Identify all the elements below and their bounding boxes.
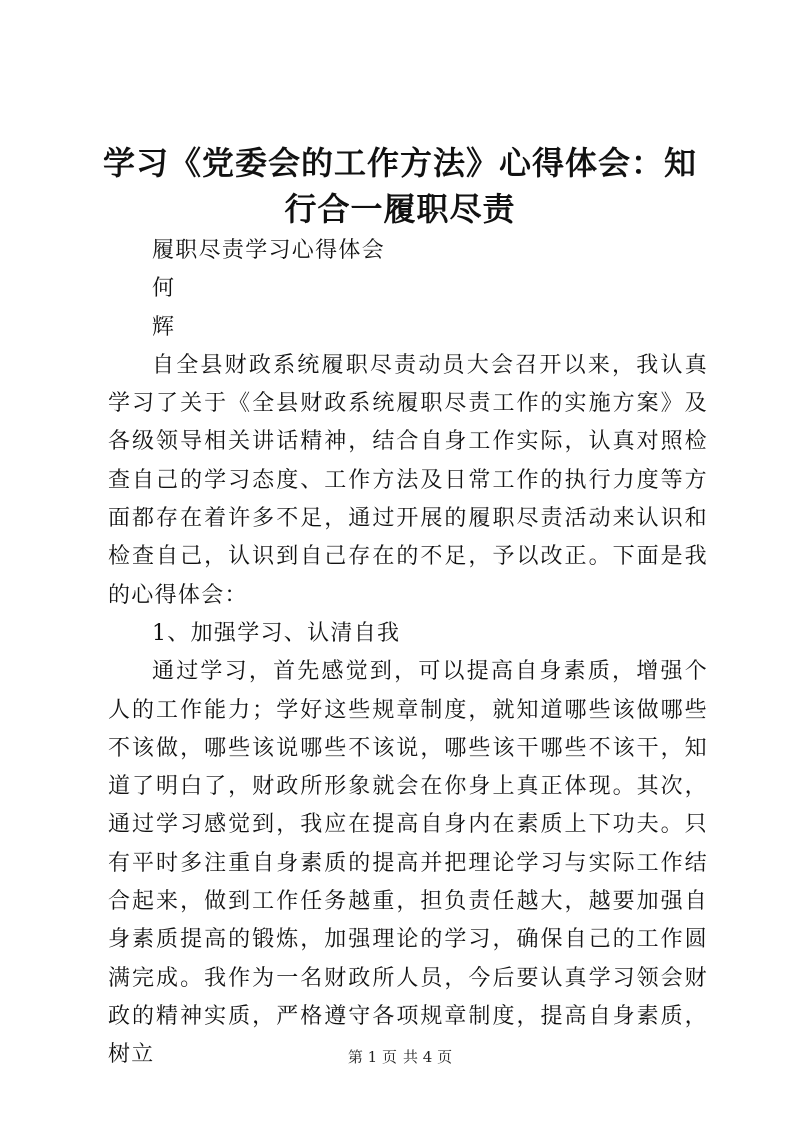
page-number: 第 1 页	[347, 1048, 397, 1066]
total-pages: 共 4 页	[403, 1048, 453, 1066]
author-surname: 何	[152, 276, 176, 302]
section-heading: 1、加强学习、认清自我	[152, 620, 401, 646]
subtitle-paragraph: 履职尽责学习心得体会	[152, 238, 386, 263]
document-body	[108, 232, 708, 1075]
page-footer	[0, 1047, 800, 1067]
author-given-name: 辉	[152, 314, 176, 340]
body-paragraph: 通过学习，首先感觉到，可以提高自身素质，增强个人的工作能力；学好这些规章制度，就知道哪些该做哪些不该做，哪些该说哪些不该说，哪些该干哪些不该干，知道了明白了，财政所形象就会在你身上真正体现。其次，通过学习感觉到，我应在提高自身内在素质上下功夫。只有平时多注重自身素质的提高并把理论学习与实际工作结合起来，做到工作任务越重，担负责任越大，越要加强自身素质提高的锻炼，加强理论的学习，确保自己的工作圆满完成。我作为一名财政所人员，今后要认真学习领会财政的精神实质，严格遵守各项规章制度，提高自身素质，树立	[108, 659, 708, 1068]
document-title: 学习《党委会的工作方法》心得体会：知行合一履职尽责	[102, 144, 697, 228]
intro-paragraph: 自全县财政系统履职尽责动员大会召开以来，我认真学习了关于《全县财政系统履职尽责工作的实施方案》及各级领导相关讲话精神，结合自身工作实际，认真对照检查自己的学习态度、工作方法及日常工作的执行力度等方面都存在着许多不足，通过开展的履职尽责活动来认识和检查自己，认识到自己存在的不足，予以改正。下面是我的心得体会：	[108, 352, 708, 608]
